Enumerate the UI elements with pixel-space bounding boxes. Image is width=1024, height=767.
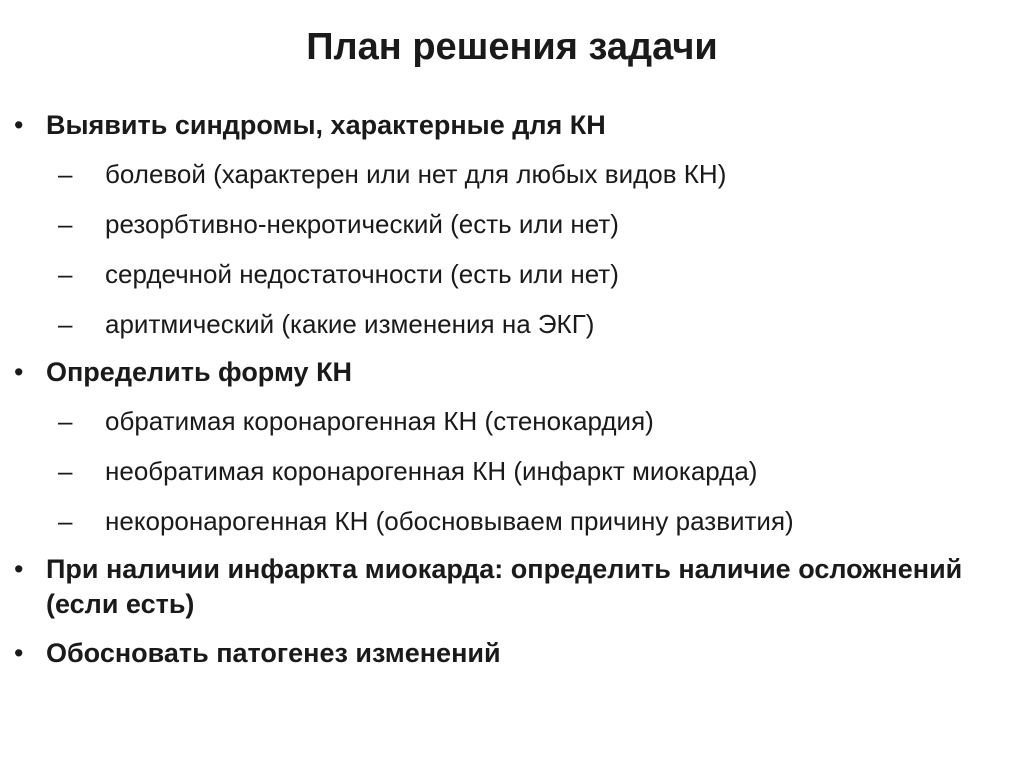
bullet-marker: • xyxy=(14,357,24,387)
sub-item xyxy=(58,207,994,241)
bullet-marker: • xyxy=(14,554,24,584)
bullet-text: Определить форму КН xyxy=(46,357,353,387)
sub-item xyxy=(58,454,994,488)
slide-title: План решения задачи xyxy=(306,26,718,68)
bullet-text: Обосновать патогенез изменений xyxy=(46,638,501,668)
dash-marker: – xyxy=(58,209,73,239)
bullet-item xyxy=(14,636,994,671)
dash-marker: – xyxy=(58,406,73,436)
bullet-item xyxy=(14,552,994,622)
dash-marker: – xyxy=(58,506,73,536)
sub-item-text: необратимая коронарогенная КН (инфаркт миокарда) xyxy=(105,456,758,486)
sub-item xyxy=(58,257,994,291)
bullet-text: При наличии инфаркта миокарда: определить наличие осложнений (если есть) xyxy=(46,554,963,619)
sub-item xyxy=(58,504,994,538)
bullet-marker: • xyxy=(14,638,24,668)
sub-item xyxy=(58,307,994,341)
sub-list xyxy=(46,404,994,538)
bullet-item xyxy=(14,108,994,341)
dash-marker: – xyxy=(58,159,73,189)
bullet-item xyxy=(14,355,994,538)
bullet-text: Выявить синдромы, характерные для КН xyxy=(46,110,606,140)
sub-item-text: некоронарогенная КН (обосновываем причину развития) xyxy=(105,506,794,536)
sub-item-text: аритмический (какие изменения на ЭКГ) xyxy=(105,309,595,339)
sub-list xyxy=(46,157,994,341)
dash-marker: – xyxy=(58,456,73,486)
dash-marker: – xyxy=(58,259,73,289)
bullet-list xyxy=(14,108,994,685)
sub-item-text: сердечной недостаточности (есть или нет) xyxy=(105,259,619,289)
sub-item-text: резорбтивно-некротический (есть или нет) xyxy=(105,209,619,239)
sub-item-text: болевой (характерен или нет для любых видов КН) xyxy=(105,159,727,189)
bullet-marker: • xyxy=(14,110,24,140)
dash-marker: – xyxy=(58,309,73,339)
sub-item xyxy=(58,157,994,191)
sub-item-text: обратимая коронарогенная КН (стенокардия) xyxy=(105,406,654,436)
sub-item xyxy=(58,404,994,438)
